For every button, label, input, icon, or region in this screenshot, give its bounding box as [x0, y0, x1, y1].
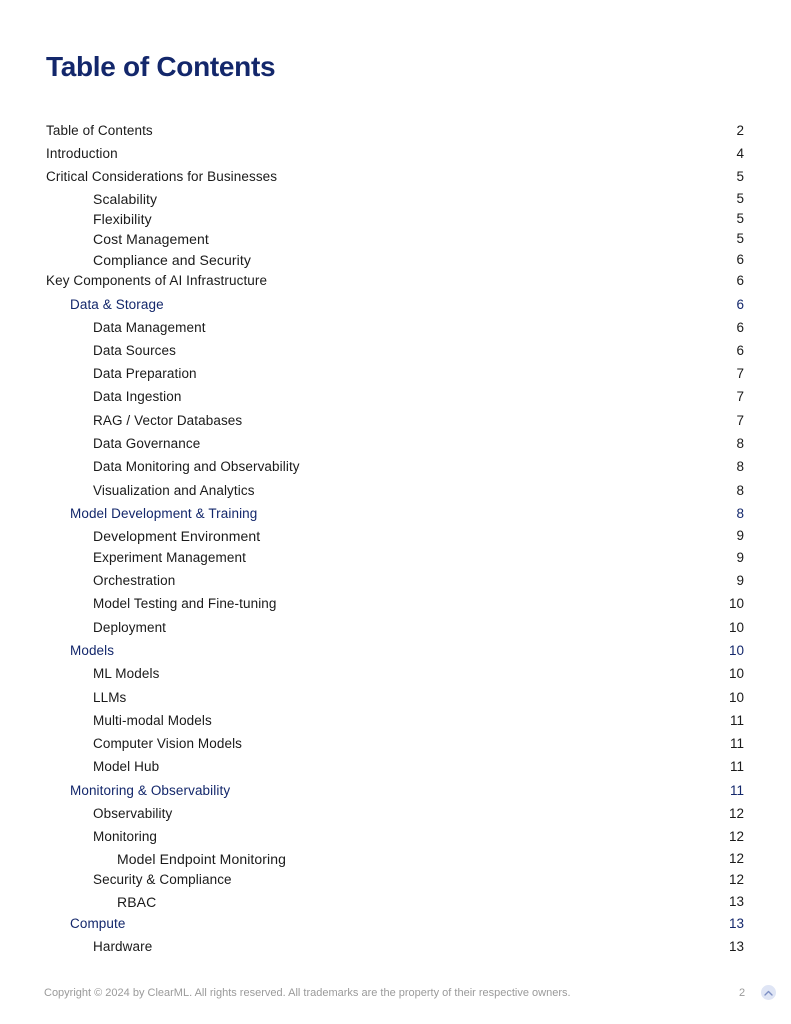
- toc-entry-page-number: 12: [728, 851, 744, 866]
- toc-entry[interactable]: [0, 144, 791, 164]
- toc-entry[interactable]: [0, 229, 791, 249]
- toc-entry-page-number: 7: [736, 413, 744, 428]
- toc-entry-label[interactable]: Critical Considerations for Businesses: [46, 169, 278, 184]
- toc-entry[interactable]: [0, 757, 791, 777]
- toc-entry-label[interactable]: Introduction: [46, 146, 118, 161]
- toc-entry-label[interactable]: Data Preparation: [93, 366, 197, 381]
- toc-entry-page-number: 6: [736, 320, 744, 335]
- toc-entry-page-number: 12: [728, 872, 744, 887]
- toc-entry-page-number: 12: [728, 829, 744, 844]
- toc-entry-label[interactable]: Flexibility: [93, 211, 152, 227]
- toc-entry-label[interactable]: Cost Management: [93, 231, 209, 247]
- toc-entry-label[interactable]: Observability: [93, 806, 173, 821]
- toc-entry[interactable]: [0, 387, 791, 407]
- toc-entry-page-number: 5: [736, 191, 744, 206]
- toc-entry-page-number: 8: [736, 436, 744, 451]
- toc-entry-label[interactable]: Orchestration: [93, 573, 176, 588]
- toc-entry[interactable]: [0, 618, 791, 638]
- toc-entry-page-number: 5: [736, 211, 744, 226]
- toc-entry-page-number: 11: [729, 713, 744, 728]
- toc-entry[interactable]: [0, 295, 791, 315]
- toc-entry[interactable]: [0, 849, 791, 869]
- toc-entry-label[interactable]: Compute: [70, 916, 126, 931]
- toc-entry-label[interactable]: Experiment Management: [93, 550, 246, 565]
- toc-entry-label[interactable]: LLMs: [93, 690, 127, 705]
- toc-entry[interactable]: [0, 781, 791, 801]
- toc-entry-page-number: 2: [736, 123, 744, 138]
- toc-entry-page-number: 9: [736, 528, 744, 543]
- toc-entry-label[interactable]: Model Development & Training: [70, 506, 258, 521]
- toc-entry-page-number: 6: [736, 343, 744, 358]
- toc-entry[interactable]: [0, 121, 791, 141]
- toc-entry-label[interactable]: Model Endpoint Monitoring: [117, 851, 287, 867]
- toc-entry-page-number: 13: [728, 916, 744, 931]
- toc-entry[interactable]: [0, 250, 791, 270]
- toc-entry[interactable]: [0, 271, 791, 291]
- toc-entry[interactable]: [0, 664, 791, 684]
- toc-entry[interactable]: [0, 434, 791, 454]
- toc-entry-page-number: 9: [736, 550, 744, 565]
- toc-entry[interactable]: [0, 688, 791, 708]
- toc-entry-label[interactable]: ML Models: [93, 666, 160, 681]
- toc-entry-label[interactable]: Visualization and Analytics: [93, 483, 255, 498]
- toc-entry-label[interactable]: Data Monitoring and Observability: [93, 459, 300, 474]
- toc-entry-label[interactable]: Hardware: [93, 939, 153, 954]
- toc-entry[interactable]: [0, 364, 791, 384]
- toc-entry-label[interactable]: Models: [70, 643, 115, 658]
- toc-entry[interactable]: [0, 892, 791, 912]
- toc-entry-label[interactable]: Monitoring: [93, 829, 158, 844]
- chevron-up-icon: [764, 990, 773, 996]
- toc-entry-page-number: 7: [736, 389, 744, 404]
- toc-entry-label[interactable]: Development Environment: [93, 528, 261, 544]
- back-to-top-button[interactable]: [761, 985, 776, 1000]
- toc-entry-page-number: 10: [728, 620, 744, 635]
- toc-entry-page-number: 7: [736, 366, 744, 381]
- toc-entry[interactable]: [0, 641, 791, 661]
- toc-entry[interactable]: [0, 167, 791, 187]
- toc-entry-page-number: 6: [736, 252, 744, 267]
- toc-entry[interactable]: [0, 209, 791, 229]
- toc-entry-page-number: 8: [736, 506, 744, 521]
- toc-entry[interactable]: [0, 341, 791, 361]
- toc-entry[interactable]: [0, 526, 791, 546]
- toc-entry-page-number: 6: [736, 273, 744, 288]
- toc-entry-label[interactable]: Model Testing and Fine-tuning: [93, 596, 277, 611]
- toc-entry[interactable]: [0, 318, 791, 338]
- toc-entry-page-number: 10: [728, 643, 744, 658]
- toc-entry-page-number: 8: [736, 483, 744, 498]
- toc-entry-label[interactable]: RAG / Vector Databases: [93, 413, 243, 428]
- toc-entry[interactable]: [0, 804, 791, 824]
- toc-entry-label[interactable]: Data & Storage: [70, 297, 164, 312]
- toc-entry-page-number: 10: [728, 690, 744, 705]
- toc-entry-page-number: 11: [729, 783, 744, 798]
- toc-entry[interactable]: [0, 711, 791, 731]
- toc-entry-label[interactable]: Scalability: [93, 191, 158, 207]
- toc-entry-label[interactable]: Security & Compliance: [93, 872, 232, 887]
- toc-entry-page-number: 13: [728, 939, 744, 954]
- toc-entry-page-number: 8: [736, 459, 744, 474]
- toc-entry[interactable]: [0, 571, 791, 591]
- toc-entry-label[interactable]: Data Ingestion: [93, 389, 182, 404]
- toc-entry[interactable]: [0, 594, 791, 614]
- toc-entry[interactable]: [0, 189, 791, 209]
- toc-entry[interactable]: [0, 870, 791, 890]
- toc-entry[interactable]: [0, 914, 791, 934]
- toc-entry[interactable]: [0, 937, 791, 957]
- toc-entry-page-number: 6: [736, 297, 744, 312]
- toc-entry-label[interactable]: Data Sources: [93, 343, 176, 358]
- toc-entry-label[interactable]: Key Components of AI Infrastructure: [46, 273, 268, 288]
- toc-entry[interactable]: [0, 548, 791, 568]
- toc-entry-page-number: 11: [729, 736, 744, 751]
- toc-entry-page-number: 13: [728, 894, 744, 909]
- toc-entry-page-number: 10: [728, 666, 744, 681]
- footer-page-number: 2: [739, 987, 746, 999]
- toc-entry-page-number: 11: [729, 759, 744, 774]
- toc-entry-page-number: 10: [728, 596, 744, 611]
- toc-entry-label[interactable]: Compliance and Security: [93, 252, 251, 268]
- toc-entry-page-number: 5: [736, 231, 744, 246]
- toc-entry-page-number: 5: [736, 169, 744, 184]
- page-title: Table of Contents: [46, 51, 276, 82]
- toc-entry-label[interactable]: Table of Contents: [46, 123, 153, 138]
- toc-entry[interactable]: [0, 734, 791, 754]
- toc-entry-label[interactable]: Data Management: [93, 320, 206, 335]
- toc-entry-label[interactable]: Deployment: [93, 620, 167, 635]
- toc-entry-page-number: 9: [736, 573, 744, 588]
- toc-entry-label[interactable]: Data Governance: [93, 436, 201, 451]
- toc-entry-label[interactable]: Computer Vision Models: [93, 736, 243, 751]
- toc-entry-label[interactable]: Model Hub: [93, 759, 160, 774]
- toc-entry-label[interactable]: Multi-modal Models: [93, 713, 212, 728]
- toc-entry-label[interactable]: Monitoring & Observability: [70, 783, 231, 798]
- toc-entry[interactable]: [0, 481, 791, 501]
- toc-entry[interactable]: [0, 827, 791, 847]
- footer-copyright: Copyright © 2024 by ClearML. All rights reserved. All trademarks are the property of their respective owners.: [44, 987, 571, 999]
- toc-entry-label[interactable]: RBAC: [117, 894, 157, 910]
- toc-entry[interactable]: [0, 457, 791, 477]
- toc-entry[interactable]: [0, 411, 791, 431]
- toc-entry[interactable]: [0, 504, 791, 524]
- toc-entry-page-number: 12: [728, 806, 744, 821]
- toc-entry-page-number: 4: [736, 146, 744, 161]
